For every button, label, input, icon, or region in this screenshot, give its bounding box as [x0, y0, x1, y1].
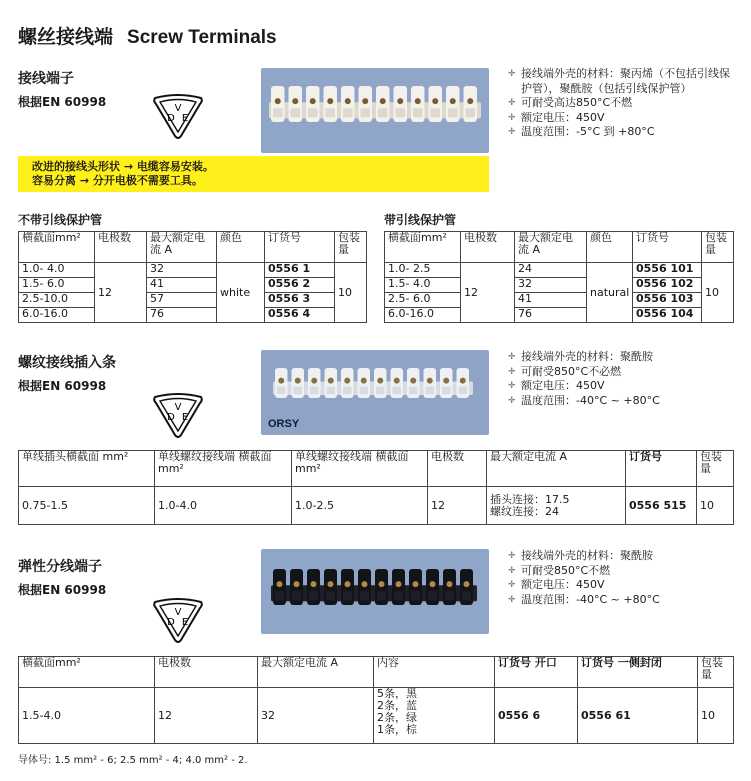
cell-current: 32: [147, 263, 217, 278]
insert-strip-table: [18, 450, 734, 525]
table-row: [19, 263, 367, 278]
terminal-strip-white-photo: [261, 68, 489, 153]
cell-plug-cross-section: 0.75-1.5: [19, 487, 155, 525]
section1-feature-list: [508, 67, 733, 140]
svg-text:E: E: [181, 617, 189, 628]
terminal-cell: [374, 368, 387, 398]
col-header: 单线插头横截面 mm²: [19, 451, 155, 487]
terminal-cell: [289, 86, 303, 122]
terminal-cell: [290, 569, 303, 605]
col-header: 包装量: [698, 657, 734, 688]
cell-cross-section: 6.0-16.0: [19, 308, 95, 323]
svg-text:D: D: [167, 412, 175, 423]
section2-title: 螺纹接线插入条: [18, 355, 116, 371]
table-header-row: [19, 657, 734, 688]
col-header: 包装量: [702, 232, 734, 263]
feature-item: ✛ 温度范围：-40°C ~ +80°C: [508, 593, 733, 608]
col-header: 横截面mm²: [19, 657, 155, 688]
col-header: 横截面mm²: [19, 232, 95, 263]
cell-cross-section: 1.5-4.0: [19, 688, 155, 744]
col-header: 最大额定电流 A: [258, 657, 374, 688]
cell-order-number: 0556 3: [265, 293, 335, 308]
cell-order-number: 0556 2: [265, 278, 335, 293]
svg-text:D: D: [167, 113, 175, 124]
col-header: 电极数: [95, 232, 147, 263]
terminal-cell: [407, 368, 420, 398]
feature-item: ✛ 温度范围：-40°C ~ +80°C: [508, 394, 733, 409]
svg-text:V: V: [174, 103, 182, 114]
section3-standard: 根据EN 60998: [18, 583, 107, 597]
feature-item: ✛ 可耐受高达850°C不燃: [508, 96, 733, 111]
terminal-cell: [273, 569, 286, 605]
vde-mark-icon: [151, 391, 205, 441]
feature-item: ✛ 可耐受850°C不燃: [508, 564, 733, 579]
current-screw: 螺纹连接：24: [490, 504, 559, 518]
terminal-table-without-sleeve: [18, 231, 367, 323]
spring-terminal-strip-photo: [261, 549, 489, 634]
terminal-cell: [460, 569, 473, 605]
svg-text:V: V: [174, 607, 182, 618]
table-header-row: [19, 232, 367, 263]
section2-feature-list: [508, 350, 733, 408]
cell-cross-section: 1.5- 4.0: [385, 278, 461, 293]
table-row: [19, 293, 367, 308]
terminal-cell: [325, 368, 338, 398]
cell-cross-section: 2.5-10.0: [19, 293, 95, 308]
terminal-cell: [358, 569, 371, 605]
col-header: 订货号 一侧封闭: [578, 657, 698, 688]
col-header: 横截面mm²: [385, 232, 461, 263]
feature-item: ✛ 额定电压：450V: [508, 111, 733, 126]
terminal-cell: [375, 569, 388, 605]
terminal-cell: [306, 86, 320, 122]
terminal-cell: [307, 569, 320, 605]
section1-title: 接线端子: [18, 71, 74, 87]
svg-text:D: D: [167, 617, 175, 628]
content-item: 2条，绿: [377, 711, 417, 724]
insert-strip-photo: [261, 350, 489, 435]
cell-screw-cross-section: 1.0-2.5: [292, 487, 428, 525]
spring-terminal-table: [18, 656, 734, 744]
terminal-cell: [341, 86, 355, 122]
terminal-cell: [457, 368, 470, 398]
terminal-cell: [392, 569, 405, 605]
orsy-logo: ORSY: [268, 418, 300, 430]
cell-order-number: 0556 515: [626, 487, 697, 525]
feature-item: ✛ 额定电压：450V: [508, 379, 733, 394]
col-header: 最大额定电流 A: [487, 451, 626, 487]
terminal-cell: [409, 569, 422, 605]
table-row: [19, 278, 367, 293]
col-header: 电极数: [155, 657, 258, 688]
cell-color: white: [217, 263, 265, 323]
terminal-cell: [308, 368, 321, 398]
table-row: [385, 308, 734, 323]
content-item: 5条，黑: [377, 687, 417, 700]
col-header: 单线螺纹接线端 横截面 mm²: [155, 451, 292, 487]
cell-current: [487, 487, 626, 525]
notice-line: 容易分离 → 分开电极不需要工具。: [32, 174, 203, 187]
terminal-cell: [275, 368, 288, 398]
col-header: 单线螺纹接线端 横截面 mm²: [292, 451, 428, 487]
section1-standard: 根据EN 60998: [18, 95, 107, 109]
terminal-cell: [464, 86, 478, 122]
terminal-cell: [292, 368, 305, 398]
col-header: 电极数: [428, 451, 487, 487]
terminal-cell: [440, 368, 453, 398]
svg-text:E: E: [181, 113, 189, 124]
cell-cross-section: 1.0- 4.0: [19, 263, 95, 278]
col-header: 颜色: [587, 232, 633, 263]
cell-current: 76: [515, 308, 587, 323]
feature-item: ✛ 接线端外壳的材料：聚酰胺: [508, 350, 733, 365]
table-caption-with-sleeve: 带引线保护管: [384, 213, 457, 227]
cell-screw-cross-section: 1.0-4.0: [155, 487, 292, 525]
cell-cross-section: 6.0-16.0: [385, 308, 461, 323]
cell-order-number: 0556 1: [265, 263, 335, 278]
cell-pack-qty: 10: [698, 688, 734, 744]
notice-banner: [18, 156, 489, 192]
svg-text:E: E: [181, 412, 189, 423]
cell-current: 32: [515, 278, 587, 293]
terminal-cell: [424, 368, 437, 398]
vde-mark-icon: [151, 596, 205, 646]
vde-mark-icon: [151, 92, 205, 142]
terminal-cell: [341, 368, 354, 398]
terminal-cell: [391, 368, 404, 398]
feature-item: ✛ 额定电压：450V: [508, 578, 733, 593]
cell-current: 76: [147, 308, 217, 323]
col-header: 订货号: [265, 232, 335, 263]
cell-order-number-closed: 0556 61: [578, 688, 698, 744]
table-row: [19, 487, 734, 525]
cell-poles: 12: [95, 263, 147, 323]
cell-current: 24: [515, 263, 587, 278]
terminal-cell: [359, 86, 373, 122]
table-header-row: [385, 232, 734, 263]
section3-title: 弹性分线端子: [18, 559, 102, 575]
terminal-cell: [358, 368, 371, 398]
cell-pack-qty: 10: [335, 263, 367, 323]
terminal-cell: [443, 569, 456, 605]
cell-cross-section: 2.5- 6.0: [385, 293, 461, 308]
footnote: 导体号: 1.5 mm² - 6; 2.5 mm² - 4; 4.0 mm² - 2.: [18, 755, 248, 766]
col-header: 订货号 开口: [495, 657, 578, 688]
feature-item: ✛ 接线端外壳的材料：聚丙烯（不包括引线保护管），聚酰胺（包括引线保护管）: [508, 67, 733, 96]
terminal-cell: [446, 86, 460, 122]
cell-pack-qty: 10: [697, 487, 734, 525]
table-header-row: [19, 451, 734, 487]
terminal-cell: [429, 86, 443, 122]
terminal-cell: [394, 86, 408, 122]
cell-cross-section: 1.5- 6.0: [19, 278, 95, 293]
table-row: [19, 688, 734, 744]
table-row: [19, 308, 367, 323]
cell-pack-qty: 10: [702, 263, 734, 323]
cell-cross-section: 1.0- 2.5: [385, 263, 461, 278]
cell-current: 57: [147, 293, 217, 308]
col-header: 内容: [374, 657, 495, 688]
cell-order-number-open: 0556 6: [495, 688, 578, 744]
notice-line: 改进的接线头形状 → 电缆容易安装。: [32, 160, 214, 173]
section3-feature-list: [508, 549, 733, 607]
cell-current: 41: [515, 293, 587, 308]
col-header: 订货号: [633, 232, 702, 263]
cell-color: natural: [587, 263, 633, 323]
col-header: 最大额定电流 A: [515, 232, 587, 263]
cell-order-number: 0556 101: [633, 263, 702, 278]
cell-poles: 12: [461, 263, 515, 323]
terminal-cell: [341, 569, 354, 605]
svg-text:V: V: [174, 402, 182, 413]
table-caption-without-sleeve: 不带引线保护管: [18, 213, 103, 227]
terminal-table-with-sleeve: [384, 231, 734, 323]
title-english: Screw Terminals: [127, 27, 277, 48]
page-title: [18, 22, 277, 49]
cell-order-number: 0556 103: [633, 293, 702, 308]
table-row: [385, 263, 734, 278]
feature-item: ✛ 接线端外壳的材料：聚酰胺: [508, 549, 733, 564]
terminal-cell: [426, 569, 439, 605]
cell-order-number: 0556 4: [265, 308, 335, 323]
terminal-cell: [324, 86, 338, 122]
terminal-cell: [271, 86, 285, 122]
table-row: [385, 293, 734, 308]
cell-current: 32: [258, 688, 374, 744]
cell-order-number: 0556 104: [633, 308, 702, 323]
cell-order-number: 0556 102: [633, 278, 702, 293]
title-chinese: 螺丝接线端: [18, 26, 114, 48]
col-header: 包装量: [335, 232, 367, 263]
col-header: 电极数: [461, 232, 515, 263]
col-header: 包装量: [697, 451, 734, 487]
section2-standard: 根据EN 60998: [18, 379, 107, 393]
current-plug: 插头连接：17.5: [490, 492, 570, 506]
terminal-cell: [411, 86, 425, 122]
terminal-cell: [324, 569, 337, 605]
col-header: 颜色: [217, 232, 265, 263]
cell-contents: [374, 688, 495, 744]
feature-item: ✛ 温度范围：-5°C 到 +80°C: [508, 125, 733, 140]
terminal-cell: [376, 86, 390, 122]
cell-current: 41: [147, 278, 217, 293]
feature-item: ✛ 可耐受850°C不必燃: [508, 365, 733, 380]
content-item: 1条，棕: [377, 723, 417, 736]
cell-poles: 12: [155, 688, 258, 744]
table-row: [385, 278, 734, 293]
cell-poles: 12: [428, 487, 487, 525]
col-header: 订货号: [626, 451, 697, 487]
col-header: 最大额定电流 A: [147, 232, 217, 263]
content-item: 2条，蓝: [377, 699, 417, 712]
